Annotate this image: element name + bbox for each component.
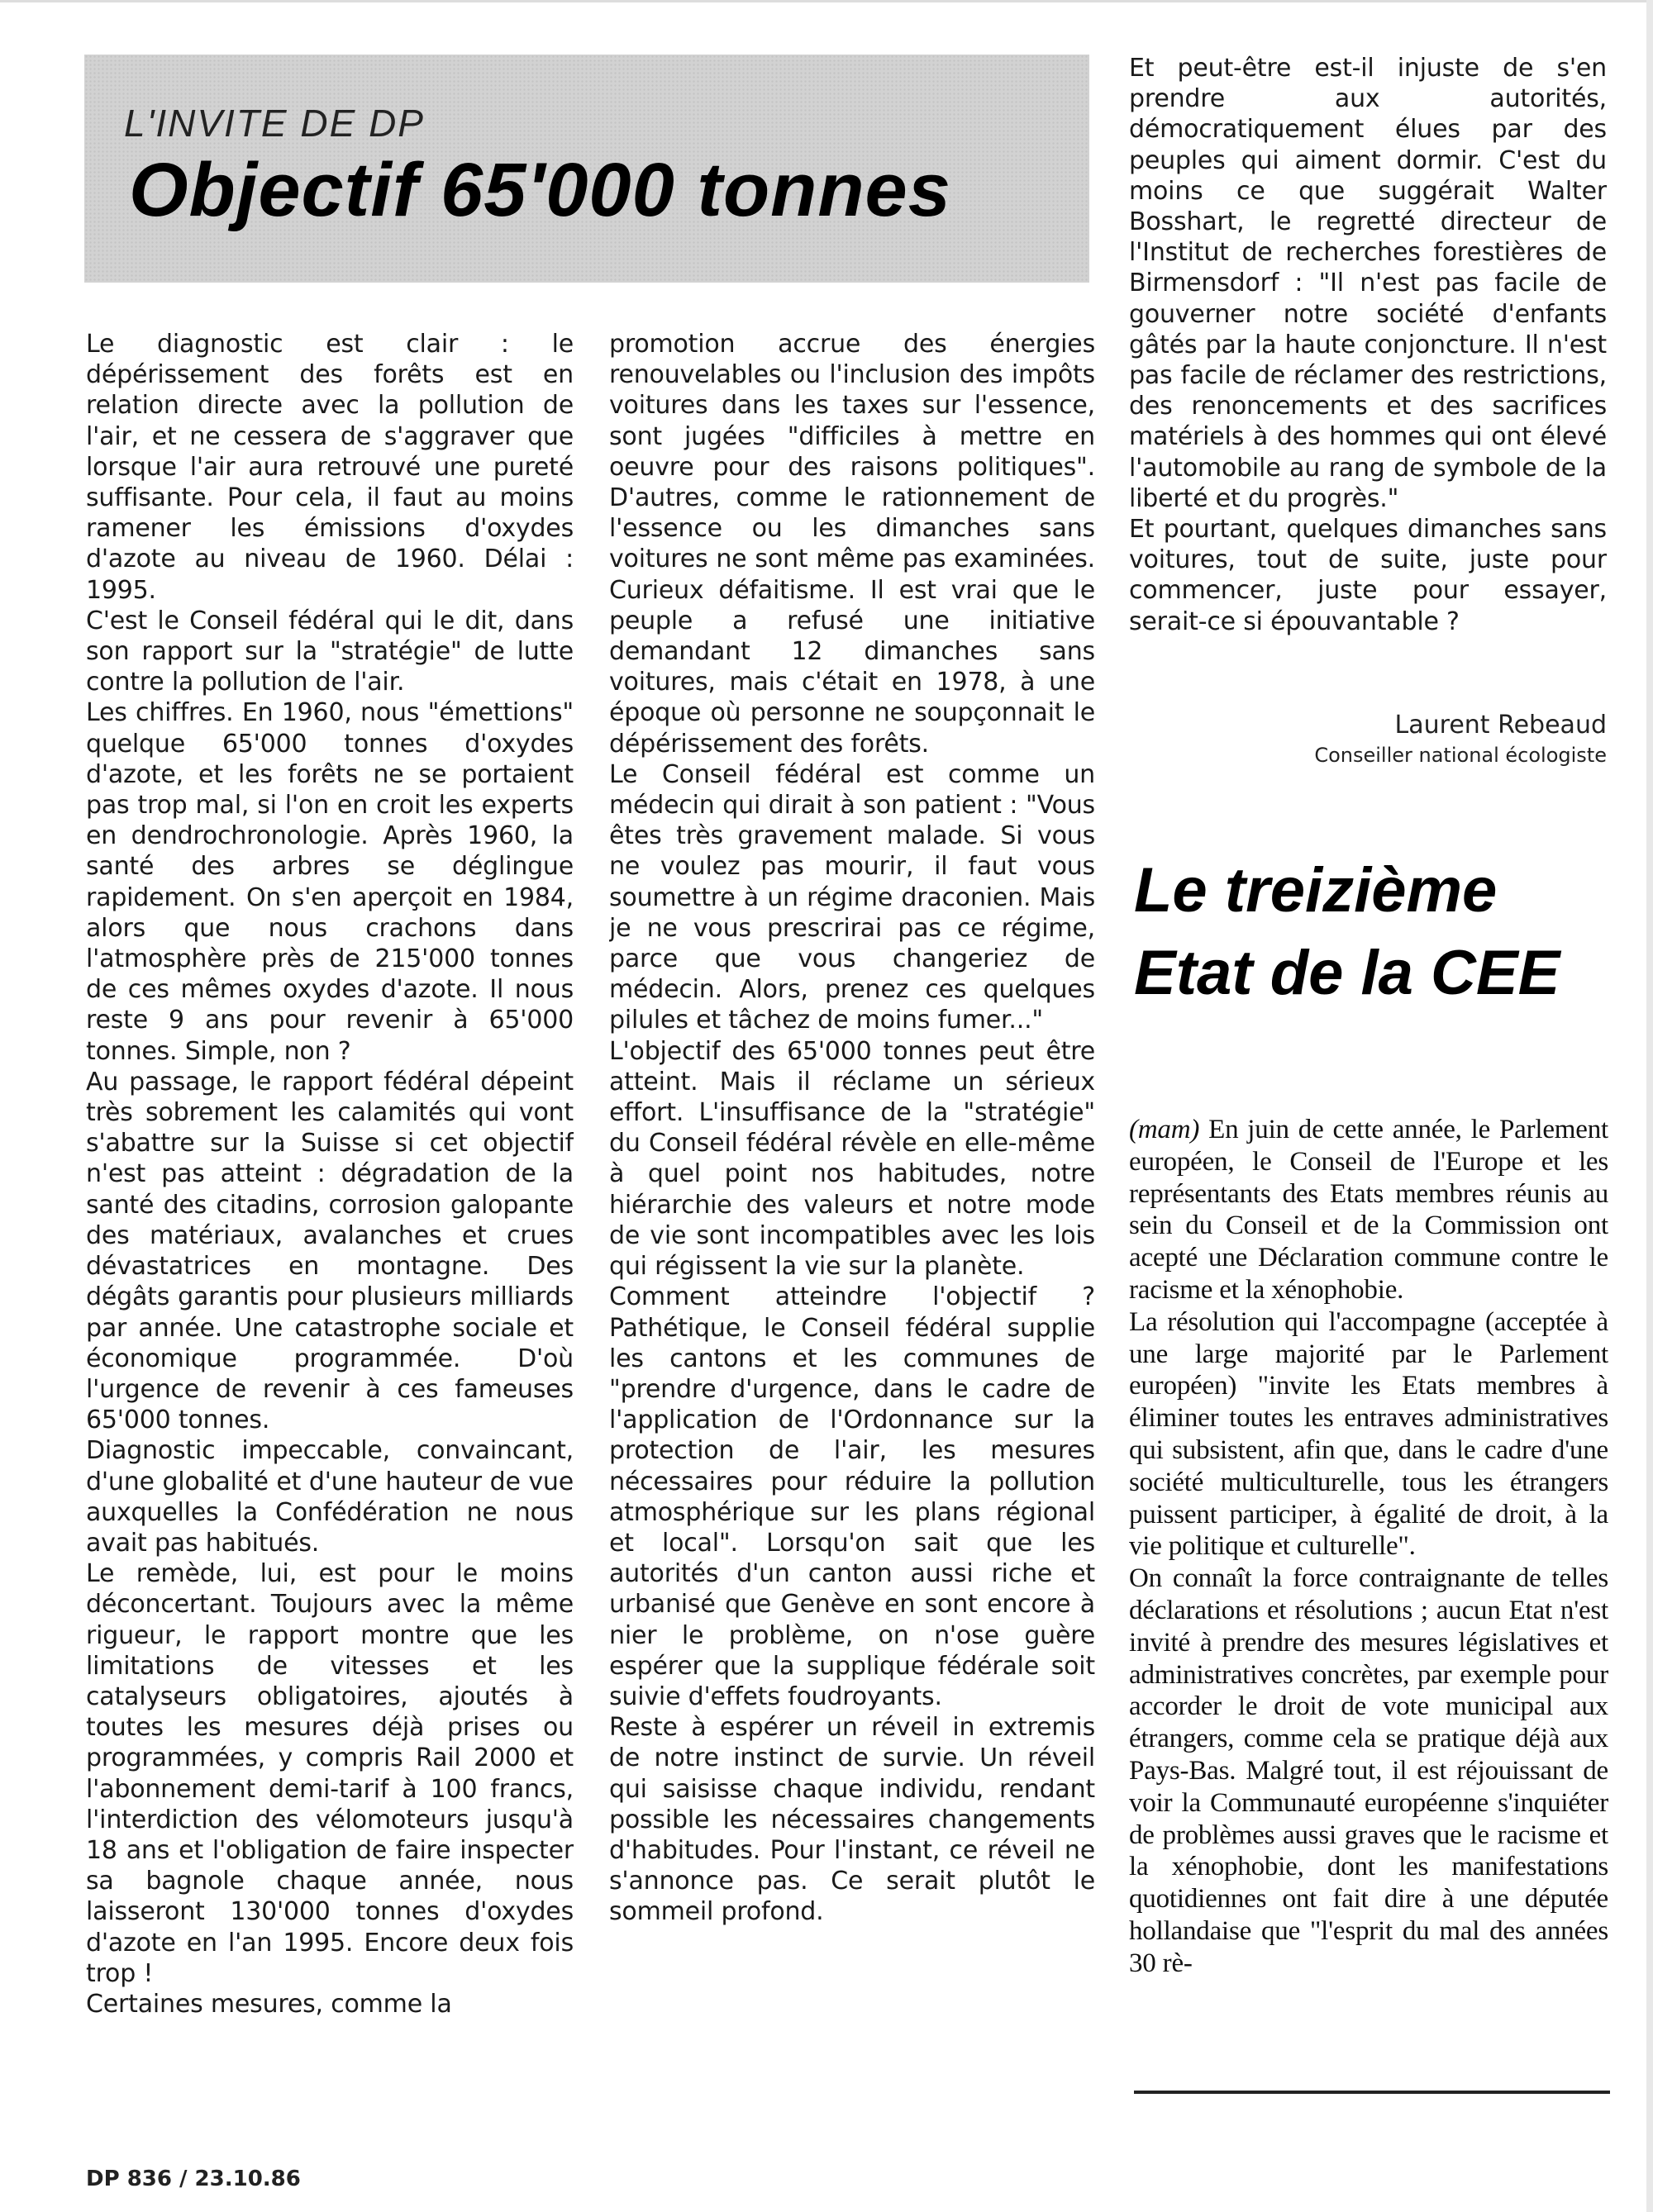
second-title-line-1: Le treizième bbox=[1134, 855, 1498, 925]
paragraph: La résolution qui l'accompagne (acceptée à une large majorité par le Parlement européen) "invite les Etats membres à éliminer toutes les entraves administratives qui subsistent, afin que, dans le cadre d'une société multiculturelle, tous les étrangers puissent participer, à égalité de droit, à la vie politique et culturelle". bbox=[1129, 1306, 1608, 1562]
article-column-1 bbox=[86, 329, 574, 2143]
lead-text: En juin de cette année, le Parlement européen, le Conseil de l'Europe et les représentants des Etats membres réunis au sein du Conseil et de la Commission ont acepté une Déclaration commune contre le racisme et la xénophobie. bbox=[1129, 1115, 1608, 1305]
second-title-line-2: Etat de la CEE bbox=[1134, 938, 1560, 1008]
author-initials: (mam) bbox=[1129, 1115, 1200, 1144]
lead-paragraph bbox=[1129, 1114, 1608, 1306]
paragraph: Reste à espérer un réveil in extremis de notre instinct de survie. Un réveil qui saisisse chaque individu, rendant possible les nécessaires changements d'habitudes. Pour l'instant, ce réveil ne s'annonce pas. Ce serait plutôt le sommeil profond. bbox=[609, 1713, 1095, 1927]
top-edge-rule bbox=[0, 0, 1653, 2]
paragraph: Les chiffres. En 1960, nous "émettions" quelque 65'000 tonnes d'oxydes d'azote, et les forêts ne se portaient pas trop mal, si l'on en croit les experts en dendrochronologie. Après 1960, la santé des arbres se déglingue rapidement. On s'en aperçoit en 1984, alors que nous crachons dans l'atmosphère près de 215'000 tonnes de ces mêmes oxydes d'azote. Il nous reste 9 ans pour revenir à 65'000 tonnes. Simple, non ? bbox=[86, 698, 574, 1066]
paragraph: Et peut-être est-il injuste de s'en prendre aux autorités, démocratiquement élues par des peuples qui aiment dormir. C'est du moins ce que suggérait Walter Bosshart, le regretté directeur de l'Institut de recherches forestières de Birmensdorf : "Il n'est pas facile de gouverner notre société d'enfants gâtés par la haute conjoncture. Il n'est pas facile de réclamer des restrictions, des renoncements et des sacrifices matériels à des hommes qui ont élevé l'automobile au rang de symbole de la liberté et du progrès." bbox=[1129, 54, 1607, 513]
paragraph: Au passage, le rapport fédéral dépeint très sobrement les calamités qui vont s'abattre sur la Suisse si cet objectif n'est pas atteint : dégradation de la santé des citadins, corrosion galopante des matériaux, avalanches et crues dévastatrices en montagne. Des dégâts garantis pour plusieurs milliards par année. Une catastrophe sociale et économique programmée. D'où l'urgence de revenir à ces fameuses 65'000 tonnes. bbox=[86, 1067, 574, 1435]
second-article-body bbox=[1129, 1114, 1608, 2082]
paragraph: Le remède, lui, est pour le moins déconcertant. Toujours avec la même rigueur, le rapport montre que les limitations de vitesses et les catalyseurs obligatoires, ajoutés à toutes les mesures déjà prises ou programmées, y compris Rail 2000 et l'abonnement demi-tarif à 100 francs, l'interdiction des vélomoteurs jusqu'à 18 ans et l'obligation de faire inspecter sa bagnole chaque année, nous laisseront 130'000 tonnes d'oxydes d'azote en l'an 1995. Encore deux fois trop ! bbox=[86, 1559, 574, 1988]
paragraph: L'objectif des 65'000 tonnes peut être atteint. Mais il réclame un sérieux effort. L'insuffisance de la "stratégie" du Conseil fédéral révèle en elle-même à quel point nos habitudes, notre hiérarchie des valeurs et notre mode de vie sont incompatibles avec les lois qui régissent la vie sur la planète. bbox=[609, 1036, 1095, 1282]
article-column-2 bbox=[609, 329, 1095, 2130]
paragraph: C'est le Conseil fédéral qui le dit, dans son rapport sur la "stratégie" de lutte contre la pollution de l'air. bbox=[86, 606, 574, 697]
paragraph: Diagnostic impeccable, convaincant, d'une globalité et d'une hauteur de vue auxquelles la Confédération ne nous avait pas habitués. bbox=[86, 1436, 574, 1558]
author-role: Conseiller national écologiste bbox=[1314, 744, 1607, 767]
second-article-title bbox=[1134, 849, 1630, 1015]
page-edge-shadow bbox=[1646, 0, 1653, 2212]
issue-footer: DP 836 / 23.10.86 bbox=[86, 2167, 301, 2191]
article-title: Objectif 65'000 tonnes bbox=[129, 148, 951, 232]
paragraph: On connaît la force contraignante de telles déclarations et résolutions ; aucun Etat n'est invité à prendre des mesures législatives et administratives concrètes, par exemple pour accorder le droit de vote municipal aux étrangers, comme cela se pratique déjà aux Pays-Bas. Malgré tout, il est réjouissant de voir la Communauté européenne s'inquiéter de problèmes aussi graves que le racisme et la xénophobie, dont les manifestations quotidiennes ont fait dire à une députée hollandaise que "l'esprit du mal des années 30 rè- bbox=[1129, 1563, 1608, 1978]
column-end-rule bbox=[1134, 2091, 1610, 2094]
paragraph: Le diagnostic est clair : le dépérissement des forêts est en relation directe avec la pollution de l'air, et ne cessera de s'aggraver que lorsque l'air aura retrouvé une pureté suffisante. Pour cela, il faut au moins ramener les émissions d'oxydes d'azote au niveau de 1960. Délai : 1995. bbox=[86, 330, 574, 605]
article-column-3 bbox=[1129, 53, 1607, 684]
paragraph: Comment atteindre l'objectif ? Pathétique, le Conseil fédéral supplie les cantons et les communes de "prendre d'urgence, dans le cadre de l'application de l'Ordonnance sur la protection de l'air, les mesures nécessaires pour réduire la pollution atmosphérique sur les plans régional et local". Lorsqu'on sait que les autorités d'un canton aussi riche et urbanisé que Genève en sont encore à nier le problème, on n'ose guère espérer que la supplique fédérale soit suivie d'effets foudroyants. bbox=[609, 1282, 1095, 1711]
section-kicker: L'INVITE DE DP bbox=[124, 102, 425, 145]
paragraph: Certaines mesures, comme la bbox=[86, 1989, 452, 2019]
author-name: Laurent Rebeaud bbox=[1394, 711, 1607, 740]
paragraph: Le Conseil fédéral est comme un médecin qui dirait à son patient : "Vous êtes très gravement malade. Si vous ne voulez pas mourir, il faut vous soumettre à un régime draconien. Mais je ne vous prescrirai pas ce régime, parce que vous changeriez de médecin. Alors, prenez ces quelques pilules et tâchez de moins fumer..." bbox=[609, 759, 1095, 1035]
paragraph: Et pourtant, quelques dimanches sans voitures, tout de suite, juste pour commencer, juste pour essayer, serait-ce si épouvantable ? bbox=[1129, 515, 1607, 636]
paragraph: promotion accrue des énergies renouvelables ou l'inclusion des impôts voitures dans les taxes sur l'essence, sont jugées "difficiles à mettre en oeuvre pour des raisons politiques". D'autres, comme le rationnement de l'essence ou les dimanches sans voitures ne sont même pas examinées. Curieux défaitisme. Il est vrai que le peuple a refusé une initiative demandant 12 dimanches sans voitures, mais c'était en 1978, à une époque où personne ne soupçonnait le dépérissement des forêts. bbox=[609, 330, 1095, 759]
